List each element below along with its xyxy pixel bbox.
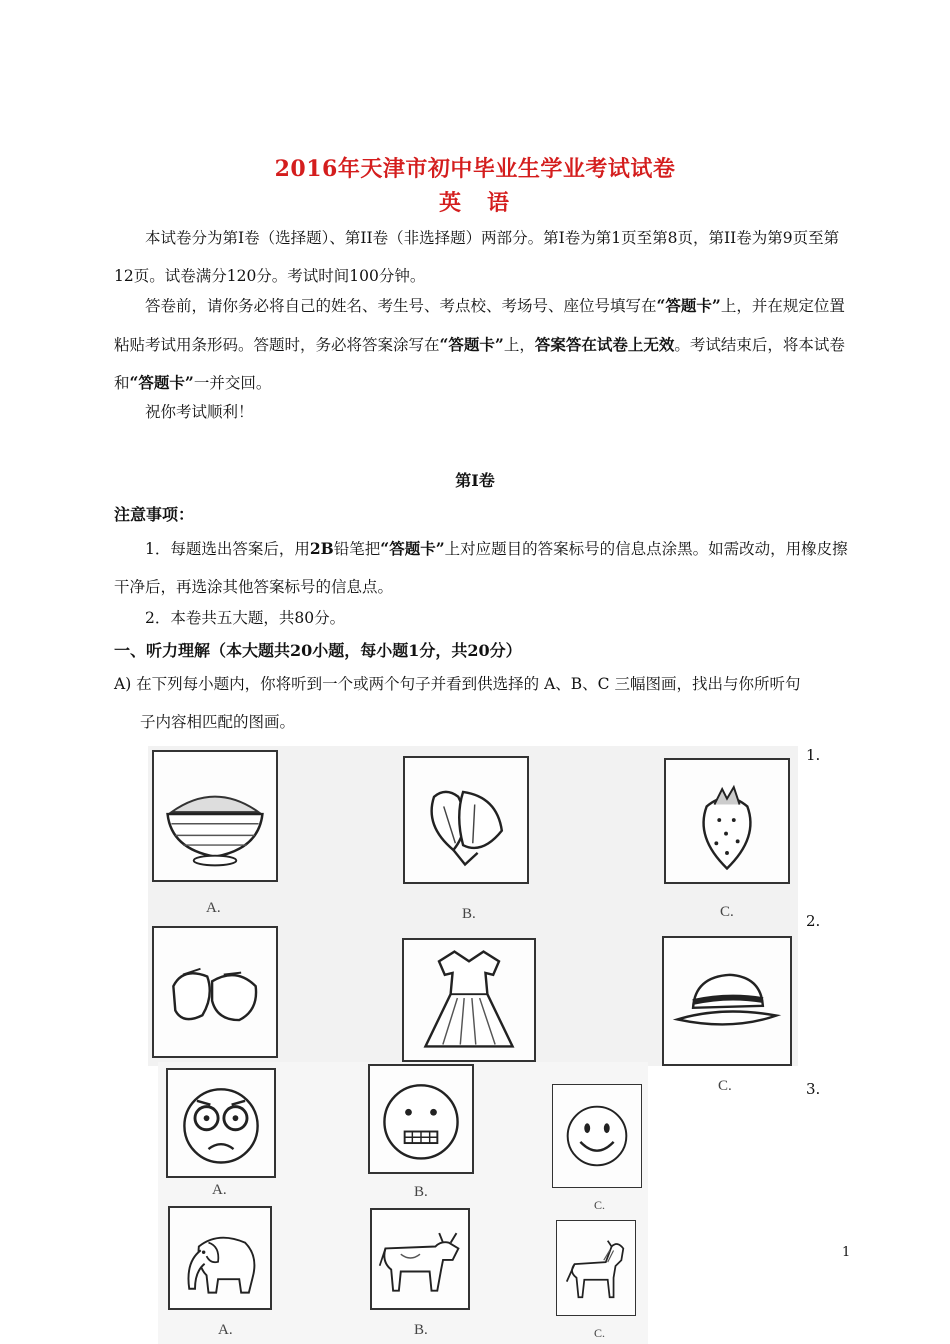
- cow-icon: [372, 1210, 468, 1308]
- horse-icon: [557, 1221, 635, 1315]
- gloves-icon: [154, 928, 276, 1056]
- dress-picture: [402, 938, 536, 1062]
- elephant-icon: [170, 1208, 270, 1308]
- option-c-label-q1: C.: [720, 904, 734, 920]
- option-c-label-q4: C.: [594, 1326, 606, 1340]
- question-number-1: 1.: [806, 746, 821, 764]
- exam-title: 2016年天津市初中毕业生学业考试试卷: [274, 156, 676, 182]
- cap-icon: [664, 938, 790, 1064]
- cow-picture: [370, 1208, 470, 1310]
- part1-heading: 第Ⅰ卷: [455, 471, 495, 490]
- gloves-picture: [152, 926, 278, 1058]
- hat-picture: [662, 936, 792, 1066]
- scared-face-icon: [370, 1066, 472, 1172]
- happy-face-picture: [552, 1084, 642, 1188]
- intro-paragraph-2: 答卷前，请你务必将自己的姓名、考生号、考点校、考场号、座位号填写在“答题卡”上，并在规定位置粘贴考试用条形码。答题时，务必将答案涂写在“答题卡”上，答案答在试卷上无效。考试结束后，将本试卷和“答题卡”一并交回。: [114, 296, 845, 392]
- rice-bowl-picture: [152, 750, 278, 882]
- option-b-label-q4: B.: [414, 1322, 428, 1338]
- option-a-label-q1: A.: [206, 900, 221, 916]
- good-luck-text: 祝你考试顺利！: [145, 403, 254, 421]
- strawberry-picture: [664, 758, 790, 884]
- cabbage-icon: [405, 758, 527, 882]
- subject-title: 英 语: [438, 190, 511, 216]
- notice-item-2: 2．本卷共五大题，共80分。: [145, 609, 346, 627]
- section1-title: 一、听力理解（本大题共20小题，每小题1分，共20分）: [114, 641, 522, 660]
- page-number: 1: [842, 1245, 851, 1260]
- worried-face-icon: [168, 1070, 274, 1176]
- option-a-label-q3: A.: [212, 1182, 227, 1198]
- worried-face-picture: [166, 1068, 276, 1178]
- strawberry-icon: [666, 760, 788, 882]
- smiley-face-icon: [553, 1085, 641, 1187]
- question-number-2: 2.: [806, 912, 821, 930]
- option-c-label-q2: C.: [718, 1078, 732, 1094]
- notice-item-1: 1．每题选出答案后，用2B铅笔把“答题卡”上对应题目的答案标号的信息点涂黑。如需改动，用橡皮擦干净后，再选涂其他答案标号的信息点。: [114, 539, 848, 596]
- option-c-label-q3: C.: [594, 1198, 606, 1212]
- intro-paragraph-1: 本试卷分为第Ⅰ卷（选择题）、第II卷（非选择题）两部分。第Ⅰ卷为第1页至第8页，第II卷为第9页至第12页。试卷满分120分。考试时间100分钟。: [114, 229, 840, 285]
- question-number-3: 3.: [806, 1080, 821, 1098]
- horse-picture: [556, 1220, 636, 1316]
- option-b-label-q1: B.: [462, 906, 476, 922]
- section1-instruction: A) 在下列每小题内，你将听到一个或两个句子并看到供选择的 A、B、C 三幅图画，找出与你所听句 子内容相匹配的图画。: [114, 675, 801, 731]
- dress-icon: [404, 940, 534, 1060]
- option-b-label-q3: B.: [414, 1184, 428, 1200]
- scared-face-picture: [368, 1064, 474, 1174]
- elephant-picture: [168, 1206, 272, 1310]
- vegetable-picture: [403, 756, 529, 884]
- notice-label: 注意事项：: [114, 505, 195, 524]
- rice-bowl-icon: [154, 752, 276, 880]
- option-a-label-q4: A.: [218, 1322, 233, 1338]
